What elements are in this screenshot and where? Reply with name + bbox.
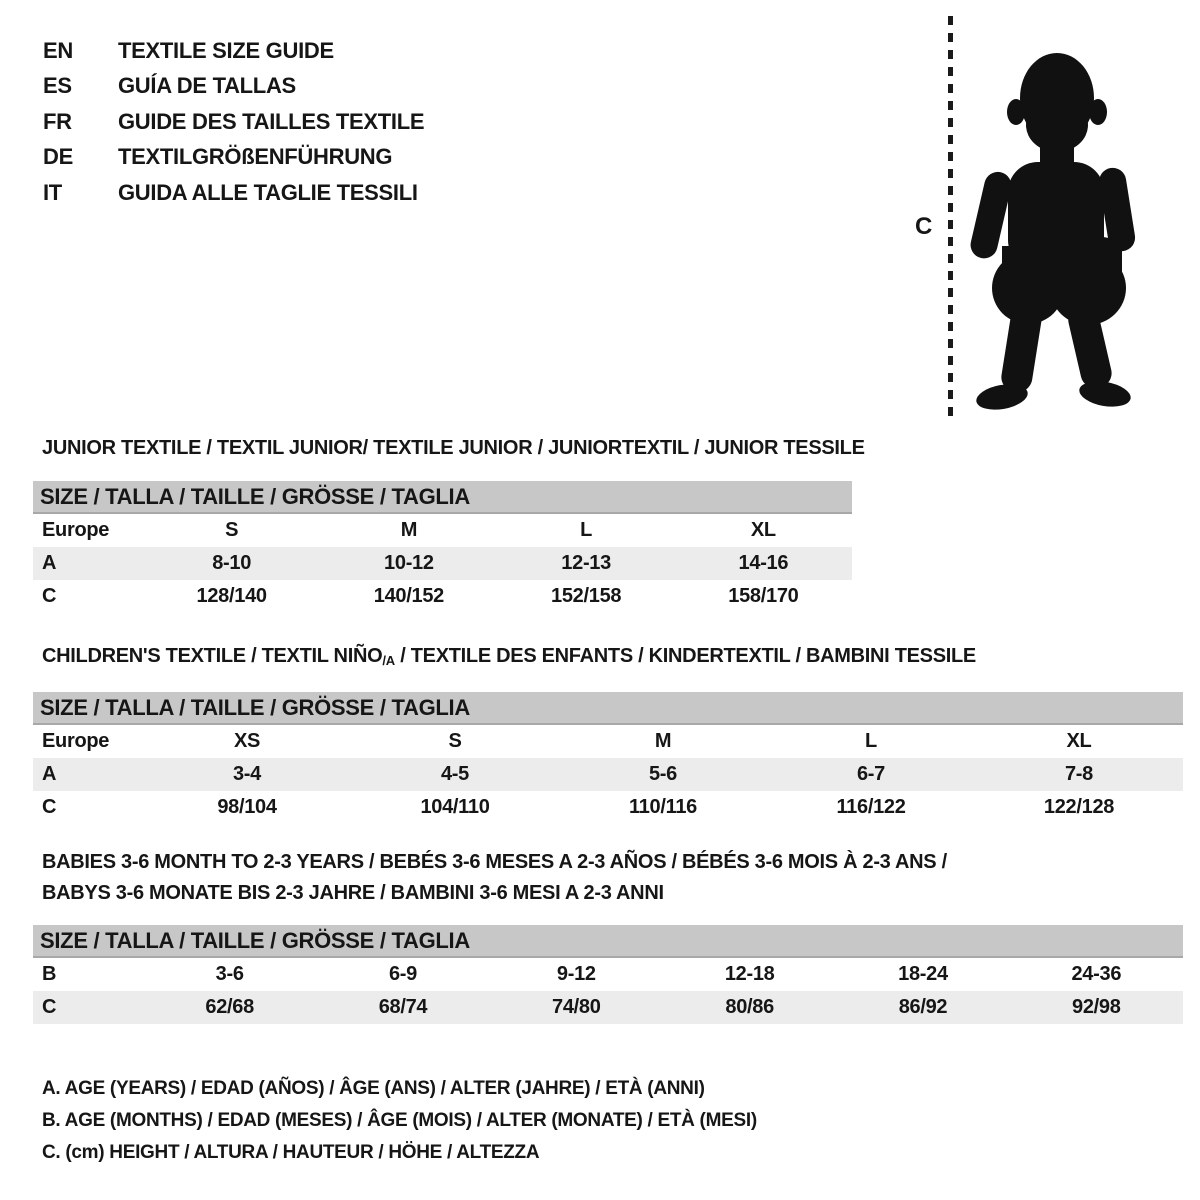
height-cell: 92/98 [1072, 996, 1121, 1018]
table-row-age [33, 547, 852, 580]
table-row-height [33, 791, 1183, 824]
junior-section-title: JUNIOR TEXTILE / TEXTIL JUNIOR/ TEXTILE JUNIOR / JUNIORTEXTIL / JUNIOR TESSILE [42, 437, 865, 459]
size-cell: S [225, 519, 239, 541]
size-header-band: SIZE / TALLA / TAILLE / GRÖSSE / TAGLIA [33, 692, 1183, 725]
size-cell: M [400, 519, 418, 541]
size-cell: XS [233, 730, 261, 752]
height-cell: 110/116 [629, 796, 697, 818]
row-label: Europe [42, 519, 110, 541]
height-cell: 152/158 [551, 585, 622, 607]
size-cell: L [865, 730, 877, 752]
age-cell: 3-6 [215, 963, 244, 985]
babies-section-title [42, 851, 992, 913]
size-cell: XL [750, 519, 776, 541]
lang-title: TEXTILE SIZE GUIDE [118, 37, 334, 63]
lang-title: TEXTILGRÖßENFÜHRUNG [118, 144, 393, 170]
table-row-age-months [33, 958, 1183, 991]
babies-title-line1: BABIES 3-6 MONTH TO 2-3 YEARS / BEBÉS 3-6 MESES A 2-3 AÑOS / BÉBÉS 3-6 MOIS À 2-3 ANS / [42, 851, 947, 873]
age-cell: 6-9 [388, 963, 417, 985]
children-title-rest: / TEXTILE DES ENFANTS / KINDERTEXTIL / BAMBINI TESSILE [394, 645, 976, 667]
lang-row-es [43, 69, 424, 105]
row-label: C [42, 996, 57, 1018]
children-title-main: CHILDREN'S TEXTILE / TEXTIL NIÑO [42, 645, 383, 667]
children-title-sub: /A [382, 653, 395, 668]
age-cell: 12-13 [561, 552, 611, 574]
toddler-silhouette-icon [962, 50, 1140, 420]
lang-code: DE [43, 144, 73, 170]
age-cell: 14-16 [738, 552, 789, 574]
legend-height-cm: C. (cm) HEIGHT / ALTURA / HAUTEUR / HÖHE / ALTEZZA [42, 1142, 540, 1163]
size-cell: XL [1066, 730, 1092, 752]
height-measure-dashed-line [948, 16, 953, 416]
table-row-height [33, 991, 1183, 1024]
height-cell: 122/128 [1043, 796, 1115, 818]
table-row-height [33, 580, 852, 613]
size-header-band: SIZE / TALLA / TAILLE / GRÖSSE / TAGLIA [33, 925, 1183, 958]
height-cell: 116/122 [836, 796, 906, 818]
junior-size-table [33, 481, 852, 613]
height-cell: 62/68 [205, 996, 254, 1018]
age-cell: 12-18 [724, 963, 775, 985]
height-cell: 86/92 [898, 996, 948, 1018]
size-cell: L [580, 519, 593, 541]
age-cell: 4-5 [440, 763, 469, 785]
table-row-europe [33, 725, 1183, 758]
children-section-title [42, 645, 976, 668]
age-cell: 24-36 [1071, 963, 1122, 985]
row-label: A [42, 763, 57, 785]
row-label: C [42, 796, 57, 818]
height-cell: 104/110 [420, 796, 490, 818]
age-cell: 10-12 [384, 552, 434, 574]
height-cell: 128/140 [196, 585, 267, 607]
children-size-table [33, 692, 1183, 824]
height-measure-label: C [915, 213, 933, 240]
size-cell: S [448, 730, 462, 752]
height-cell: 140/152 [373, 585, 444, 607]
age-cell: 3-4 [232, 763, 261, 785]
age-cell: 7-8 [1064, 763, 1093, 785]
language-header [43, 33, 424, 211]
age-cell: 6-7 [856, 763, 885, 785]
height-cell: 74/80 [552, 996, 601, 1018]
lang-title: GUIDA ALLE TAGLIE TESSILI [118, 179, 418, 205]
height-cell: 68/74 [378, 996, 428, 1018]
lang-code: EN [43, 37, 73, 63]
size-header-band: SIZE / TALLA / TAILLE / GRÖSSE / TAGLIA [33, 481, 852, 514]
lang-row-de [43, 140, 424, 176]
height-cell: 80/86 [725, 996, 774, 1018]
row-label: A [42, 552, 57, 574]
height-cell: 98/104 [217, 796, 277, 818]
row-label: B [42, 963, 57, 985]
size-cell: M [654, 730, 672, 752]
lang-code: IT [43, 179, 62, 205]
babies-title-line2: BABYS 3-6 MONATE BIS 2-3 JAHRE / BAMBINI 3-6 MESI A 2-3 ANNI [42, 882, 664, 904]
row-label: C [42, 585, 57, 607]
table-row-age [33, 758, 1183, 791]
table-row-europe [33, 514, 852, 547]
age-cell: 18-24 [898, 963, 948, 985]
lang-row-fr [43, 104, 424, 140]
age-cell: 5-6 [648, 763, 677, 785]
height-cell: 158/170 [728, 585, 799, 607]
babies-size-table [33, 925, 1183, 1024]
lang-title: GUIDE DES TAILLES TEXTILE [118, 108, 425, 134]
legend-age-years: A. AGE (YEARS) / EDAD (AÑOS) / ÂGE (ANS) / ALTER (JAHRE) / ETÀ (ANNI) [42, 1078, 705, 1099]
age-cell: 9-12 [556, 963, 596, 985]
lang-row-en [43, 33, 424, 69]
lang-row-it [43, 175, 424, 211]
lang-title: GUÍA DE TALLAS [118, 73, 296, 99]
row-label: Europe [42, 730, 110, 752]
age-cell: 8-10 [212, 552, 252, 574]
lang-code: FR [43, 108, 72, 134]
legend-age-months: B. AGE (MONTHS) / EDAD (MESES) / ÂGE (MOIS) / ALTER (MONATE) / ETÀ (MESI) [42, 1110, 757, 1131]
lang-code: ES [43, 73, 72, 99]
